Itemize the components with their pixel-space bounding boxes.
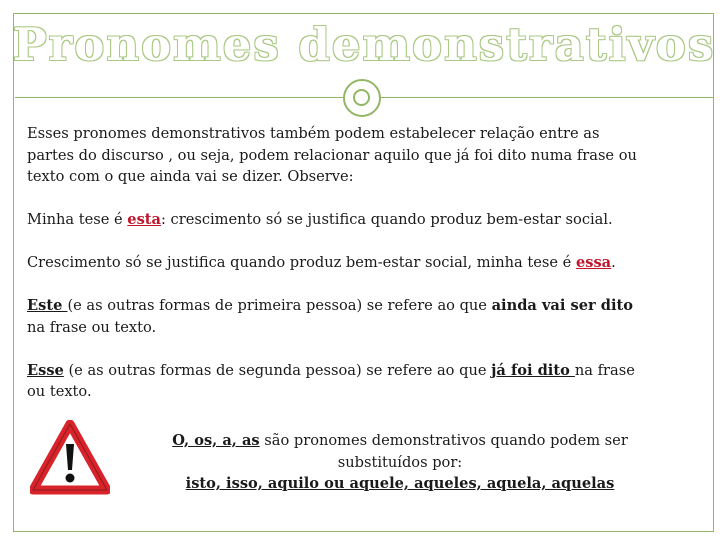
rule-este-term: Este: [27, 297, 68, 314]
rule-esse-text: (e as outras formas de segunda pessoa) se refere ao que: [63, 361, 492, 379]
note-text-2: substituídos por:: [337, 453, 463, 471]
intro-paragraph: [27, 123, 699, 188]
note-text-1: são pronomes demonstrativos quando podem ser: [259, 432, 628, 449]
rule-esse-line-2: ou texto.: [27, 383, 92, 400]
slide-body: [27, 123, 699, 403]
intro-line-3: texto com o que ainda vai se dizer. Observe:: [27, 168, 354, 185]
note-list: isto, isso, aquilo ou aquele, aqueles, aquela, aquelas: [185, 475, 615, 492]
rule-este-emphasis: ainda vai ser dito: [491, 297, 633, 314]
intro-line-2: partes do discurso , ou seja, podem relacionar aquilo que já foi dito numa frase ou: [27, 146, 637, 164]
rule-esse-emphasis: já foi dito: [491, 361, 575, 379]
slide-title: Pronomes demonstrativos: [12, 18, 716, 71]
example-essa-post: .: [611, 254, 616, 271]
highlight-esta: esta: [127, 211, 161, 228]
example-esta-pre: Minha tese é: [27, 211, 128, 228]
rule-esse-tail: na frase: [574, 361, 635, 379]
example-essa: [27, 252, 699, 274]
note-line-2: [110, 452, 690, 474]
divider-ornament-icon: [343, 79, 381, 117]
note-term: O, os, a, as: [172, 432, 260, 449]
rule-esse: [27, 360, 699, 403]
example-esta-post: : crescimento só se justifica quando produz bem-estar social.: [161, 211, 613, 228]
rule-este-text: (e as outras formas de primeira pessoa) se refere ao que: [67, 297, 492, 314]
rule-este-line-2: na frase ou texto.: [27, 318, 157, 336]
rule-esse-term: Esse: [27, 361, 64, 379]
example-essa-pre: Crescimento só se justifica quando produz bem-estar social, minha tese é: [27, 254, 576, 271]
note-line-3: [110, 473, 690, 495]
example-esta: [27, 209, 699, 231]
rule-este: [27, 295, 699, 338]
warning-icon: [30, 420, 110, 496]
divider-ornament-inner: [353, 89, 370, 106]
note-line-1: [110, 430, 690, 452]
intro-line-1: Esses pronomes demonstrativos também podem estabelecer relação entre as: [27, 125, 600, 142]
note-box: [110, 430, 690, 495]
highlight-essa: essa: [575, 254, 612, 271]
